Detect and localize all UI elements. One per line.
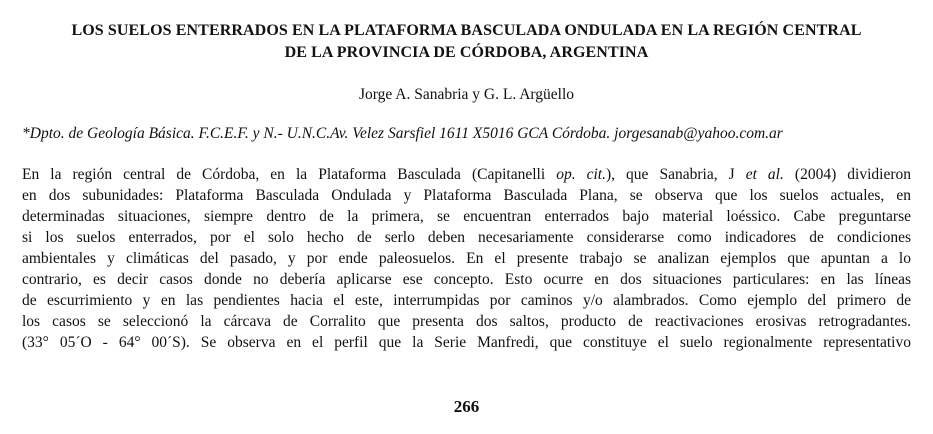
paper-title-line-1: LOS SUELOS ENTERRADOS EN LA PLATAFORMA BASCULADA ONDULADA EN LA REGIÓN CENTRAL <box>71 22 862 39</box>
abstract-line-9: (33° 05´O - 64° 00´S). Se observa en el perfil que la Serie Manfredi, que constituye el suelo regionalmente representativo <box>22 334 911 351</box>
page-number: 266 <box>453 397 480 416</box>
abstract-line-5: ambientales y climáticas del pasado, y por ende paleosuelos. En el presente trabajo se analizan ejemplos que apuntan a lo <box>22 250 911 267</box>
paper-title-line-2: DE LA PROVINCIA DE CÓRDOBA, ARGENTINA <box>284 44 649 61</box>
paper-title <box>22 20 911 64</box>
abstract-body <box>22 164 911 353</box>
abstract-text: En la región central de Córdoba, en la Plataforma Basculada (Capitanelli <box>22 166 557 183</box>
abstract-line-6: contrario, es decir casos donde no debería aplicarse ese concepto. Esto ocurre en dos situaciones particulares: en las líneas <box>22 271 911 288</box>
abstract-italic-citation: et al. <box>745 166 784 183</box>
abstract-line-2: en dos subunidades: Plataforma Basculada Ondulada y Plataforma Basculada Plana, se observa que los suelos actuales, en <box>22 187 911 204</box>
author-affiliation: *Dpto. de Geología Básica. F.C.E.F. y N.- U.N.C.Av. Velez Sarsfiel 1611 X5016 GCA Córdoba. jorgesanab@yahoo.com.ar <box>22 125 783 142</box>
abstract-italic-citation: op. cit. <box>556 166 606 183</box>
paper-authors: Jorge A. Sanabria y G. L. Argüello <box>358 86 575 103</box>
abstract-line-8: los casos se seleccionó la cárcava de Corralito que presenta dos saltos, producto de reactivaciones erosivas retrogradantes. <box>22 313 911 330</box>
abstract-text: ), que Sanabria, J <box>605 166 746 183</box>
abstract-line-7: de escurrimiento y en las pendientes hacia el este, interrumpidas por caminos y/o alambrados. Como ejemplo del primero de <box>22 292 911 309</box>
abstract-line-3: determinadas situaciones, siempre dentro de la primera, se encuentran enterrados bajo material loéssico. Cabe preguntarse <box>22 208 911 225</box>
abstract-text: (2004) dividieron <box>783 166 911 183</box>
abstract-line-1 <box>22 164 911 185</box>
abstract-line-4: si los suelos enterrados, por el solo hecho de serlo deben necesariamente considerarse como indicadores de condiciones <box>22 229 911 246</box>
